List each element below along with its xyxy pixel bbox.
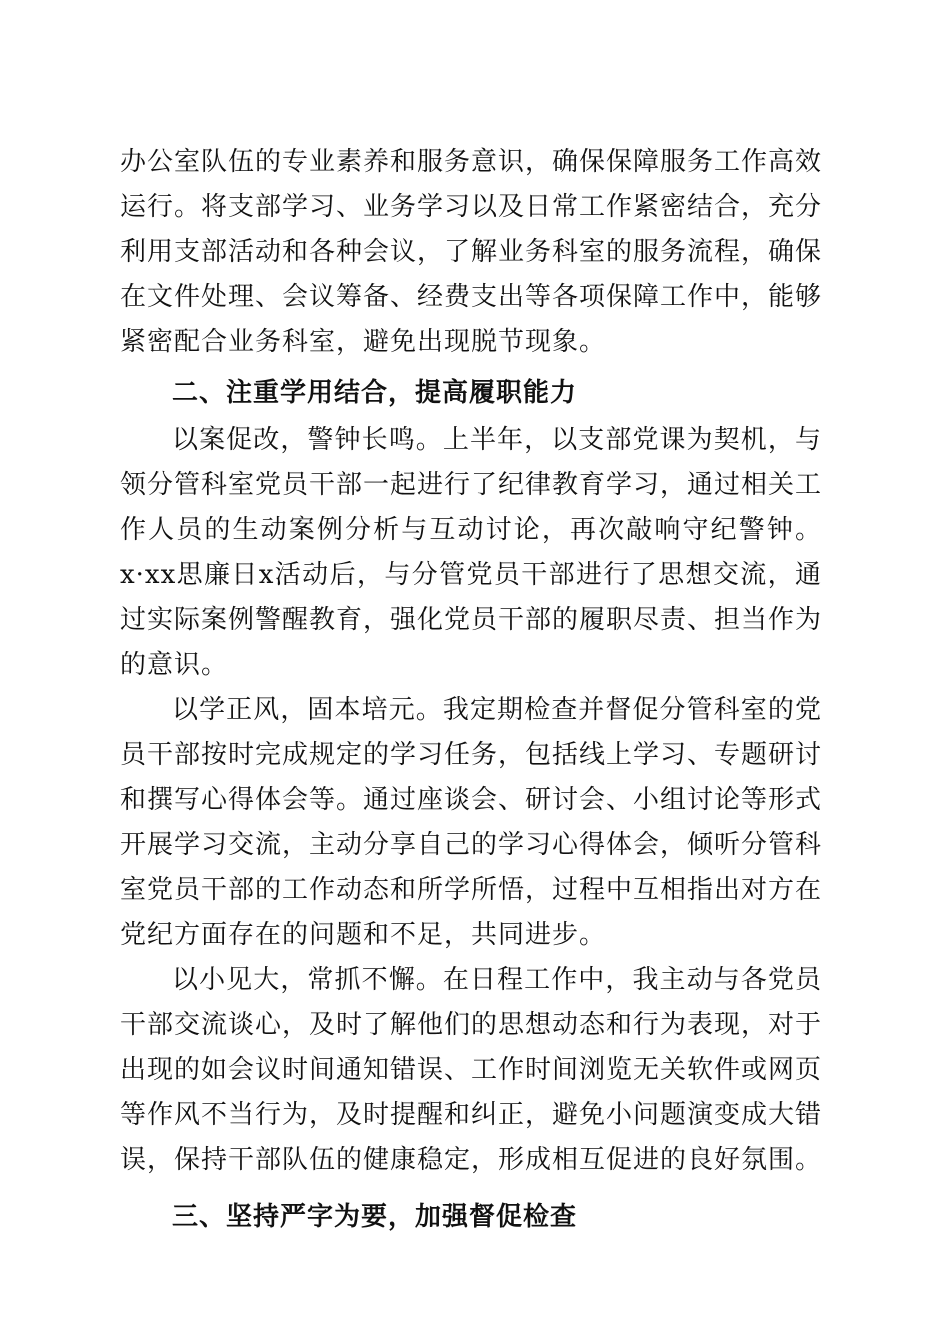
- document-page: [120, 140, 822, 1240]
- paragraph-study-style: 以学正风，固本培元。我定期检查并督促分管科室的党员干部按时完成规定的学习任务，包括线上学习、专题研讨和撰写心得体会等。通过座谈会、研讨会、小组讨论等形式开展学习交流，主动分享自己的学习心得体会，倾听分管科室党员干部的工作动态和所学所悟，过程中互相指出对方在党纪方面存在的问题和不足，共同进步。: [120, 695, 823, 950]
- section-3-heading: 三、坚持严字为要，加强督促检查: [172, 1202, 578, 1232]
- section-2-heading: 二、注重学用结合，提高履职能力: [172, 378, 578, 408]
- paragraph-case-reform: 以案促改，警钟长鸣。上半年，以支部党课为契机，与领分管科室党员干部一起进行了纪律教育学习，通过相关工作人员的生动案例分析与互动讨论，再次敲响守纪警钟。x·xx思廉日x活动后，与分管党员干部进行了思想交流，通过实际案例警醒教育，强化党员干部的履职尽责、担当作为的意识。: [120, 425, 823, 680]
- paragraph-continued: 办公室队伍的专业素养和服务意识，确保保障服务工作高效运行。将支部学习、业务学习以及日常工作紧密结合，充分利用支部活动和各种会议，了解业务科室的服务流程，确保在文件处理、会议筹备、经费支出等各项保障工作中，能够紧密配合业务科室，避免出现脱节现象。: [120, 147, 823, 357]
- paragraph-small-things: 以小见大，常抓不懈。在日程工作中，我主动与各党员干部交流谈心，及时了解他们的思想动态和行为表现，对于出现的如会议时间通知错误、工作时间浏览无关软件或网页等作风不当行为，及时提醒和纠正，避免小问题演变成大错误，保持干部队伍的健康稳定，形成相互促进的良好氛围。: [120, 965, 823, 1175]
